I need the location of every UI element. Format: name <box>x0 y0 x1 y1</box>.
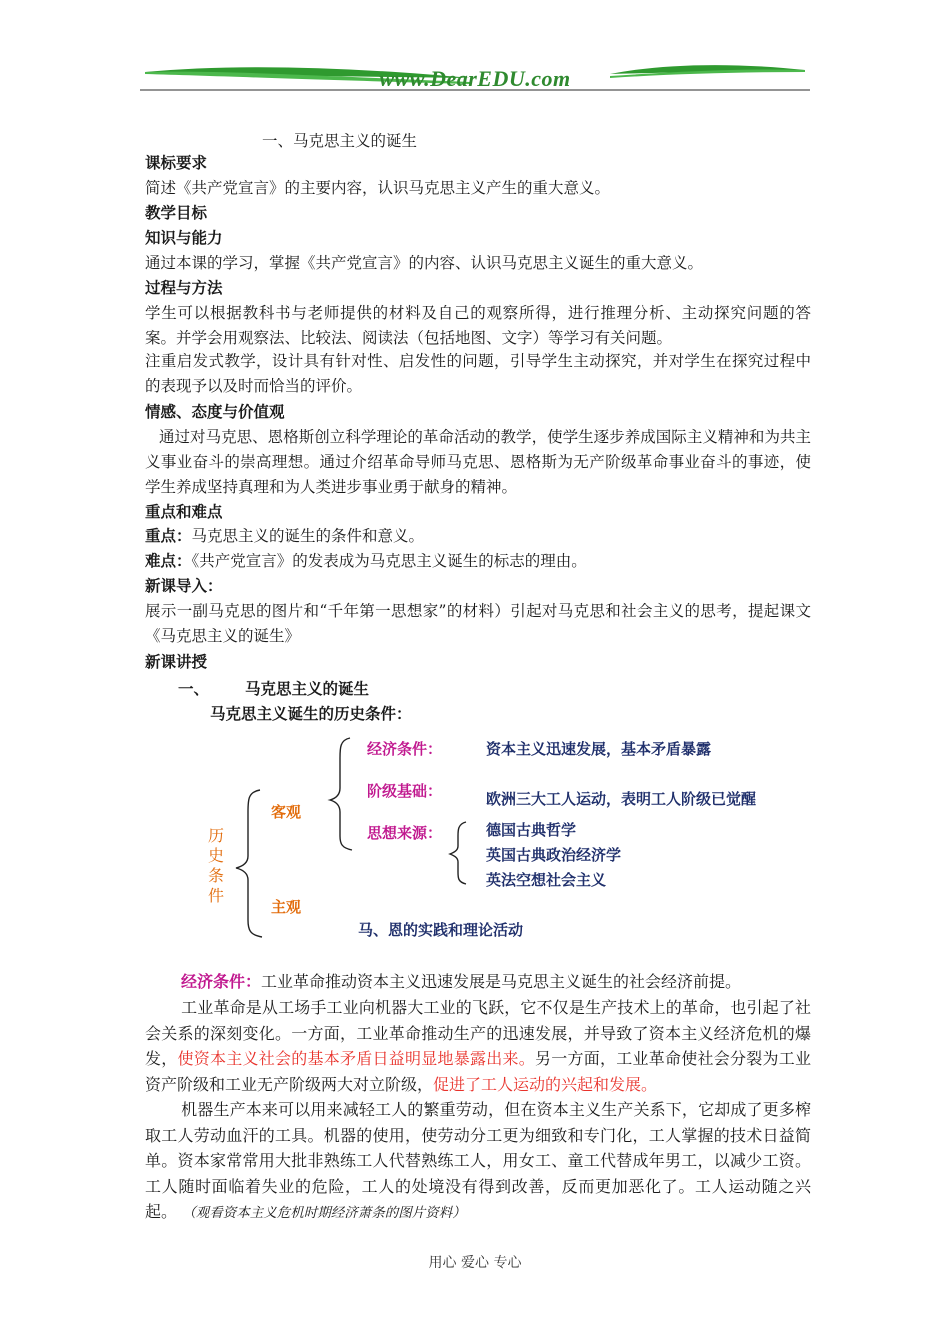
diagram-objective: 客观 <box>271 803 302 821</box>
text-kebiao: 简述《共产党宣言》的主要内容，认识马克思主义产生的重大意义。 <box>145 179 611 197</box>
footer-text: 用心 爱心 专心 <box>428 1255 522 1271</box>
page-title: 一、马克思主义的诞生 <box>262 132 418 150</box>
heading-zhongdian: 重点和难点 <box>145 503 223 521</box>
zhongdian-text: 马克思主义的诞生的条件和意义。 <box>191 527 425 545</box>
body-econ-label: 经济条件： <box>181 972 262 991</box>
text-daoru: 展示一副马克思的图片和“千年第一思想家”的材料）引起对马克思和社会主义的思考，提起课文《马克思主义的诞生》 <box>145 602 811 645</box>
nandian-label: 难点： <box>145 552 192 570</box>
text-guocheng-1: 学生可以根据教科书与老师提供的材料及自己的观察所得，进行推理分析、主动探究问题的答案。并学会用观察法、比较法、阅读法（包括地图、文字）等学习有关问题。 <box>145 304 811 347</box>
body-p2-note: （观看资本主义危机时期经济萧条的图片资料） <box>189 1205 466 1221</box>
heading-jiangshou: 新课讲授 <box>145 653 208 671</box>
text-zhishi: 通过本课的学习，掌握《共产党宣言》的内容、认识马克思主义诞生的重大意义。 <box>145 254 704 272</box>
subheading-title: 马克思主义的诞生 <box>245 680 370 698</box>
heading-kebiao: 课标要求 <box>145 154 208 172</box>
diagram-subjective-text: 马、恩的实践和理论活动 <box>358 921 524 939</box>
body-paragraph-2 <box>145 1097 811 1227</box>
site-logo-text: www.DearEDU.com <box>379 66 571 91</box>
body-p2-text: 机器生产本来可以用来减轻工人的繁重劳动，但在资本主义生产关系下，它却成了更多榨取工人劳动血汗的工具。机器的使用，使劳动分工更为细致和专门化，工人掌握的技术日益简单。资本家常常用大批非熟练工人代替熟练工人，用女工、童工代替成年男工，以减少工资。工人随时面临着失业的危险，工人的处境没有得到改善，反而更加恶化了。工人运动随之兴起。 <box>145 1100 811 1221</box>
diagram-class-label: 阶级基础： <box>367 782 443 800</box>
body-p1-a: 工业革命是从工场手工业向机器大工业的飞跃，它不仅是生产技术上的革命，也引起了社会关系的深刻变化。一方面，工业革命推动生产的迅速发展，并导致了资本主义经济危机的爆发， <box>145 998 811 1068</box>
heading-qinggan: 情感、态度与价值观 <box>145 403 285 421</box>
heading-daoru: 新课导入： <box>145 577 223 595</box>
body-p1-highlight-2: 促进了工人运动的兴起和发展。 <box>433 1074 658 1094</box>
heading-zhishi: 知识与能力 <box>145 229 223 247</box>
diagram-thought-item: 德国古典哲学 <box>486 821 577 839</box>
subheading-conditions: 马克思主义诞生的历史条件： <box>210 705 412 723</box>
body-paragraph-1 <box>145 995 811 1097</box>
body-p1-b: 另一方面，工业革命使社会分裂为工业资产阶级和工业无产阶级两大对立阶级， <box>145 1049 811 1094</box>
body-econ-lead <box>145 969 811 995</box>
diagram-econ-text: 资本主义迅速发展，基本矛盾暴露 <box>486 740 712 758</box>
text-qinggan: 通过对马克思、恩格斯创立科学理论的革命活动的教学，使学生逐步养成国际主义精神和为共主义事业奋斗的崇高理想。通过介绍革命导师马克思、恩格斯为无产阶级革命事业奋斗的事迹，使学生养成坚持真理和为人类进步事业勇于献身的精神。 <box>145 428 811 496</box>
nandian-text: 《共产党宣言》的发表成为马克思主义诞生的标志的理由。 <box>191 552 587 570</box>
heading-jiaoxue: 教学目标 <box>145 204 208 222</box>
diagram-subjective: 主观 <box>271 898 302 916</box>
text-guocheng-2: 注重启发式教学，设计具有针对性、启发性的问题，引导学生主动探究，并对学生在探究过程中的表现予以及时而恰当的评价。 <box>145 352 811 395</box>
zhongdian-label: 重点： <box>145 527 192 545</box>
heading-guocheng: 过程与方法 <box>145 279 223 297</box>
diagram-econ-label: 经济条件： <box>367 740 443 758</box>
body-p1-highlight-1: 使资本主义社会的基本矛盾日益明显地暴露出来。 <box>177 1049 535 1068</box>
diagram-thought-item: 英法空想社会主义 <box>486 871 607 889</box>
diagram-thought-item: 英国古典政治经济学 <box>486 846 622 864</box>
diagram-thought-label: 思想来源： <box>367 824 443 842</box>
body-econ-lead-text: 工业革命推动资本主义迅速发展是马克思主义诞生的社会经济前提。 <box>261 972 742 991</box>
diagram-root-label: 历史条件 <box>208 826 225 905</box>
subheading-number: 一、 <box>178 680 210 698</box>
diagram-class-text: 欧洲三大工人运动，表明工人阶级已觉醒 <box>486 790 757 808</box>
